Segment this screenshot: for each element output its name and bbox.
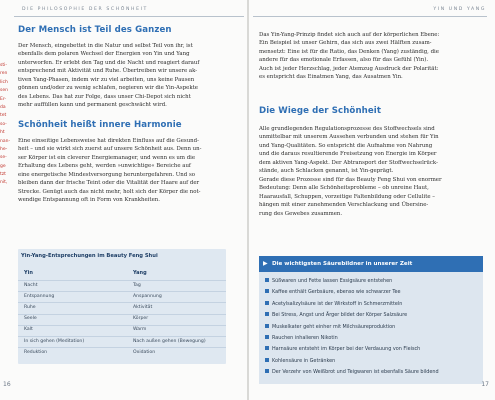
mensch-line: unterworfen. Er erlebt den Tag und die Nacht und reagiert darauf [18,59,200,66]
wiege-line: und Yang-Qualitäten. So entspricht die Aufnahme von Nahrung [259,142,433,149]
paragraph-wiege [259,125,487,218]
box-item-text: Harnsäure entsteht im Körper bei der Verdauung von Fleisch [272,346,421,353]
table-cell-yin: Nacht [24,282,38,288]
table-cell-yang: Nach außen gehen (Bewegung) [133,338,206,344]
table-cell-yin: Reduktion [24,349,48,355]
mensch-line: des Lebens. Das hat zur Folge, dass unser Chi-Depot sich nicht [18,93,191,100]
table-row [18,314,226,325]
square-bullet-icon [265,289,269,293]
square-bullet-icon [265,358,269,362]
paragraph-harmonie [18,137,240,205]
table-row [18,302,226,313]
table-cell-yang: Körper [133,316,149,322]
page-number-left: 16 [3,381,11,388]
harmonie-line: ser Körper ist ein cleverer Energiemanager, und wenn es um die [18,154,196,161]
wiege-line: unmittelbar mit unserem Aussehen verbunden und stehen für Yin [259,134,439,141]
box-item-text: Acetylsalizylsäure ist der Wirkstoff in Schmerzmitteln [272,300,403,307]
wiege-line: Gerade diese Prozesse sind für das Beauty Feng Shui von enormer [259,176,442,183]
running-head-right: YIN UND YANG [433,7,486,12]
square-bullet-icon [265,335,269,339]
box-list-item [265,335,338,341]
square-bullet-icon [265,278,269,282]
table-row [18,325,226,336]
wiege-line: stände, auch Schlacken genannt, ist Yin-geprägt. [259,168,394,175]
table-row [18,336,226,347]
square-bullet-icon [265,346,269,350]
box-list-item [265,358,335,364]
box-item-text: Der Verzehr von Weißbrot und Teigwaren ist ebenfalls Säure bildend [272,369,439,376]
margin-fragment: he- [0,146,8,152]
box-list-item [265,324,395,330]
harmonie-line: Strecke. Genügt auch das nicht mehr, holt sich der Körper die not- [18,188,201,195]
margin-fragment: da [0,104,6,110]
box-list-item [265,278,392,284]
harmonie-line: Eine einseitige Lebensweise hat direkten Einfluss auf die Gesund- [18,138,199,144]
mensch-line: gönnen und/oder zu wenig schlafen, negieren wir die Yin-Aspekte [18,85,198,92]
header-rule-left [14,16,244,17]
box-title: Die wichtigsten Säurebildner in unserer Zeit [272,260,413,267]
wiege-line: dem aktiven Yang-Aspekt. Der Abtransport der Stoffwechselrück- [259,159,438,166]
margin-fragment: so- [0,121,7,127]
wiege-line: und die daraus resultierende Freisetzung von Energie im Körper [259,151,437,158]
box-item-text: Bei Stress, Angst und Ärger bildet der Körper Salzsäure [272,312,408,319]
yin-yang-table [18,249,226,364]
section-heading-mensch: Der Mensch ist Teil des Ganzen [18,25,172,35]
table-cell-yang: Oxidation [133,349,156,355]
table-row [18,280,226,291]
box-list-item [265,312,407,318]
intro-line: andere für das emotionale Erfassen, also für das Gefühl (Yin). [259,57,429,64]
square-bullet-icon [265,312,269,316]
harmonie-line: heit – und sie wirkt sich zuerst auf unsere Schönheit aus. Denn un- [18,146,202,153]
box-item-text: Rauchen inhalieren Nikotin [272,335,338,341]
margin-fragment: ge [0,163,6,169]
box-list-item [265,301,402,307]
harmonie-line: Erhaltung des Lebens geht, werden »unwichtige« Bereiche auf [18,163,191,170]
table-title: Yin-Yang-Entsprechungen im Beauty Feng Shui [21,253,158,259]
intro-line: Ein Beispiel ist unser Gehirn, das sich aus zwei Hälften zusam- [259,40,432,47]
wiege-line: rung des Gewebes zusammen. [259,210,343,217]
square-bullet-icon [265,301,269,305]
mensch-line: ebenfalls dem polaren Wechsel der Energien von Yin und Yang [18,51,190,58]
square-bullet-icon [265,324,269,328]
margin-fragments [0,62,12,188]
margin-fragment: Er- [0,96,7,102]
box-item-text: Muskelkater geht einher mit Milchsäureproduktion [272,323,396,330]
intro-line: Das Yin-Yang-Prinzip findet sich auch auf der körperlichen Ebene: [259,32,440,38]
box-item-text: Süßwaren und Fette lassen Essigsäure entstehen [272,278,393,284]
box-item-text: Kohlensäure in Getränken [272,357,336,364]
page-number-right: 17 [481,381,489,388]
table-header-yin: Yin [24,270,33,276]
margin-fragment: sen [0,88,8,94]
wiege-line: Haarausfall, Schuppen, vorzeitige Faltenbildung oder Cellulite – [259,193,435,200]
margin-fragment: lich [0,79,8,85]
header-rule-right [253,16,487,17]
wiege-line: Bedeutung: Denn alle Schönheitsprobleme – ob unreine Haut, [259,185,429,192]
running-head-left: DIE PHILOSOPHIE DER SCHÖNHEIT [22,7,148,12]
table-row [18,291,226,302]
harmonie-line: eine energetische Mindestversorgung heruntergefahren. Und so [18,171,195,178]
harmonie-line: bleiben dann der frische Teint oder die Vitalität der Haare auf der [18,180,200,187]
box-list-item [265,289,401,295]
margin-fragment: sti- [0,63,7,68]
arrow-icon: ▶ [263,260,268,267]
intro-line: Auch ist jeder Herzschlag, jeder Atemzug Ausdruck der Polarität: [259,65,439,72]
mensch-line: entsprechend mit Aktivität und Ruhe. Übertreiben wir unsere ak- [18,68,198,75]
right-page [249,0,495,400]
harmonie-line: wendige Entspannung oft in Form von Krankheiten. [18,197,160,204]
table-cell-yang: Tag [133,282,141,288]
saeurebildner-box [259,256,483,384]
box-header [259,256,483,272]
table-cell-yin: Ruhe [24,305,36,311]
table-cell-yin: Kalt [24,327,33,333]
margin-fragment: tzt [0,172,6,178]
table-cell-yin: In sich gehen (Meditation) [24,338,85,344]
section-heading-harmonie: Schönheit heißt innere Harmonie [18,120,182,130]
paragraph-intro [259,31,487,82]
intro-line: mensetzt: Eine ist für die Ratio, das Denken (Yang) zuständig, die [259,48,439,55]
table-header-yang: Yang [133,270,147,276]
wiege-line: Alle grundlegenden Regulationsprozesse des Stoffwechsels sind [259,126,435,132]
square-bullet-icon [265,369,269,373]
margin-fragment: ht [0,130,5,136]
table-cell-yang: Anspannung [133,293,162,299]
table-cell-yang: Warm [133,327,147,333]
margin-fragment: nit, [0,180,8,186]
table-row [18,347,226,358]
mensch-line: mehr auffüllen kann und permanent geschwächt wird. [18,102,167,109]
table-cell-yin: Entspannung [24,293,55,299]
mensch-line: Der Mensch, eingebettet in die Natur und selbst Teil von ihr, ist [18,43,193,49]
margin-fragment: se- [0,155,7,161]
paragraph-mensch [18,42,240,110]
intro-line: es entspricht das Einatmen Yang, das Ausatmen Yin. [259,74,403,81]
box-item-text: Kaffee enthält Gerbsäure, ebenso wie schwarzer Tee [272,289,401,296]
margin-fragment: ren [0,71,8,77]
table-cell-yin: Seele [24,316,37,322]
box-list-item [265,369,439,375]
mensch-line: tiven Yang-Phasen, indem wir zu viel arbeiten, uns keine Pausen [18,76,195,83]
table-cell-yang: Aktivität [133,305,153,311]
left-page [0,0,247,400]
box-list-item [265,346,420,352]
section-heading-wiege: Die Wiege der Schönheit [259,106,382,116]
margin-fragment: nan- [0,138,11,144]
margin-fragment: tet [0,113,7,119]
wiege-line: hängen mit einer zunehmenden Verschlackung und Übersine- [259,202,429,209]
